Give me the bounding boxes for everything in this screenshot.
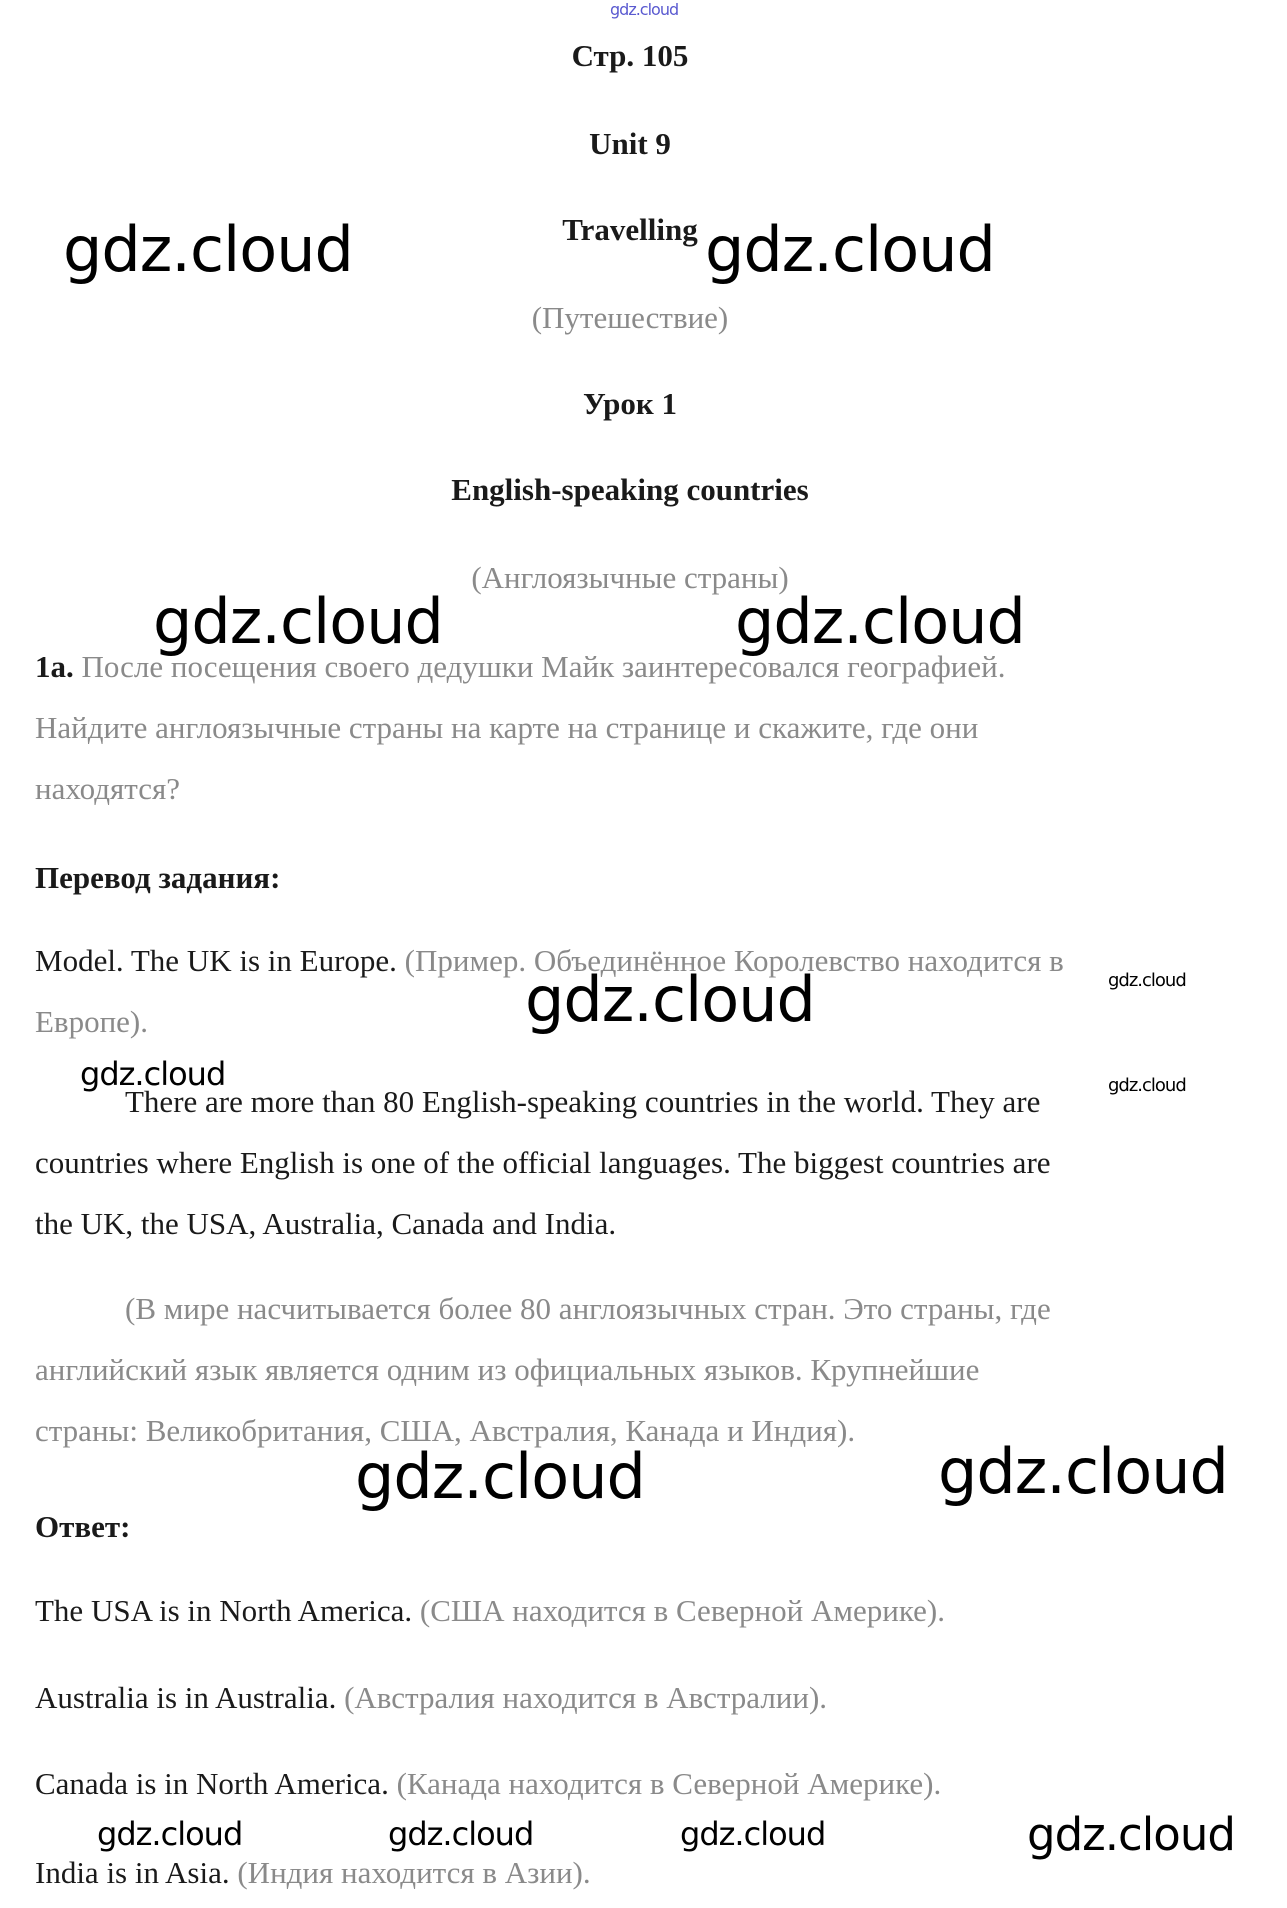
unit-title-translation: (Путешествие) xyxy=(531,300,729,335)
answer-en: India is in Asia. xyxy=(35,1855,230,1890)
page-number: Стр. 105 xyxy=(571,38,689,73)
task-text-3: находятся? xyxy=(35,771,181,806)
watermark: gdz.cloud xyxy=(388,1815,534,1853)
answer-item xyxy=(35,1753,1235,1814)
answer-item xyxy=(35,1580,1235,1641)
lesson-number: Урок 1 xyxy=(582,386,678,421)
watermark: gdz.cloud xyxy=(610,0,679,19)
watermark: gdz.cloud xyxy=(680,1815,826,1853)
answer-item xyxy=(35,1667,1235,1728)
watermark: gdz.cloud xyxy=(153,585,443,658)
watermark: gdz.cloud xyxy=(1027,1808,1235,1861)
russian-line-2: английский язык является одним из официальных языков. Крупнейшие xyxy=(35,1352,980,1387)
english-line-1: There are more than 80 English-speaking countries in the world. They are xyxy=(125,1084,1041,1119)
answer-ru: (США находится в Северной Америке). xyxy=(419,1593,945,1628)
answer-en: Canada is in North America. xyxy=(35,1766,389,1801)
lesson-title: English-speaking countries xyxy=(451,472,809,507)
russian-line-1: (В мире насчитывается более 80 англоязычных стран. Это страны, где xyxy=(125,1291,1051,1326)
lesson-title-translation: (Англоязычные страны) xyxy=(471,560,789,595)
watermark: gdz.cloud xyxy=(705,213,995,286)
answer-ru: (Индия находится в Азии). xyxy=(237,1855,591,1890)
task-text-2: Найдите англоязычные страны на карте на странице и скажите, где они xyxy=(35,710,979,745)
russian-text xyxy=(35,1278,1235,1461)
translation-heading: Перевод задания: xyxy=(35,860,281,895)
answer-heading: Ответ: xyxy=(35,1509,131,1544)
task-block xyxy=(35,636,1235,819)
watermark: gdz.cloud xyxy=(80,1055,226,1093)
answer-ru: (Канада находится в Северной Америке). xyxy=(396,1766,942,1801)
watermark: gdz.cloud xyxy=(735,585,1025,658)
model-ru-1: (Пример. Объединённое Королевство находится в xyxy=(404,943,1064,978)
task-text-1: После посещения своего дедушки Майк заинтересовался географией. xyxy=(81,649,1006,684)
model-ru-2: Европе). xyxy=(35,1004,148,1039)
watermark: gdz.cloud xyxy=(1108,970,1186,991)
english-text xyxy=(35,1071,1235,1254)
answer-en: Australia is in Australia. xyxy=(35,1680,337,1715)
unit-number: Unit 9 xyxy=(589,126,671,161)
model-en: Model. The UK is in Europe. xyxy=(35,943,397,978)
english-line-2: countries where English is one of the official languages. The biggest countries are xyxy=(35,1145,1051,1180)
watermark: gdz.cloud xyxy=(525,963,815,1036)
answer-ru: (Австралия находится в Австралии). xyxy=(344,1680,828,1715)
watermark: gdz.cloud xyxy=(97,1815,243,1853)
watermark: gdz.cloud xyxy=(938,1435,1228,1508)
russian-line-3: страны: Великобритания, США, Австралия, Канада и Индия). xyxy=(35,1413,856,1448)
answer-en: The USA is in North America. xyxy=(35,1593,413,1628)
task-number: 1a. xyxy=(35,649,74,684)
watermark: gdz.cloud xyxy=(63,213,353,286)
watermark: gdz.cloud xyxy=(355,1440,645,1513)
watermark: gdz.cloud xyxy=(1108,1075,1186,1096)
english-line-3: the UK, the USA, Australia, Canada and India. xyxy=(35,1206,617,1241)
unit-title: Travelling xyxy=(562,212,698,247)
